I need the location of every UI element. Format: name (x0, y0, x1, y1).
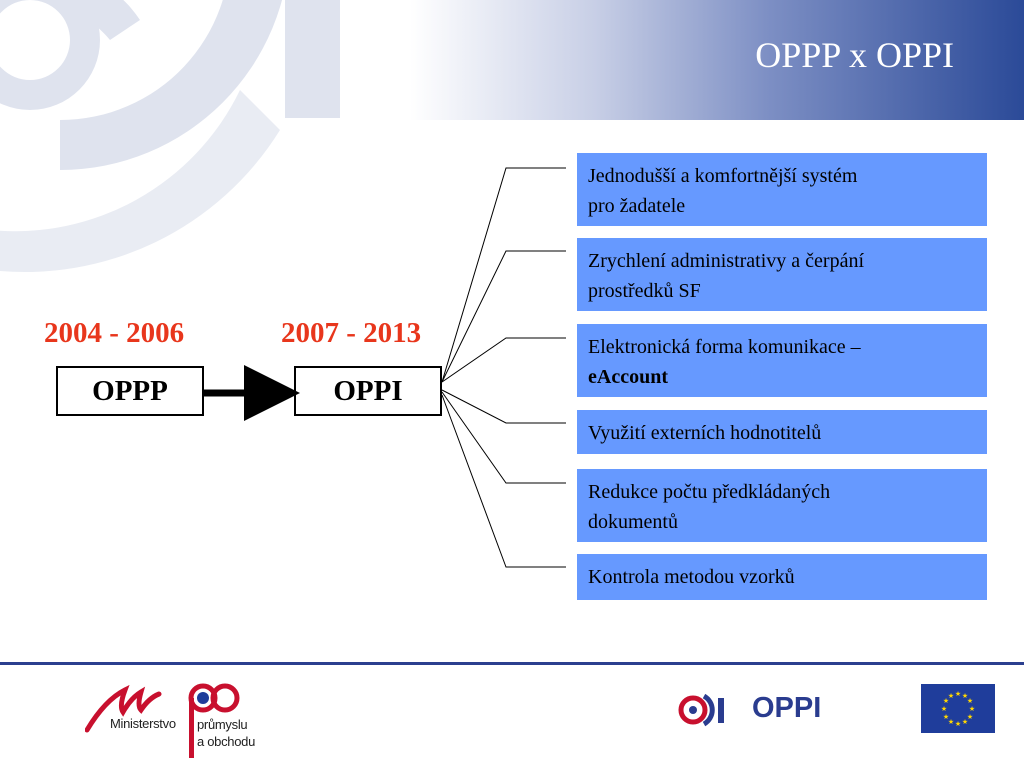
benefit-item (577, 554, 987, 600)
ministry-text: průmyslu (197, 717, 248, 732)
svg-text:★: ★ (947, 692, 955, 700)
benefit-text: Využití externích hodnotitelů (588, 422, 822, 444)
svg-text:★: ★ (961, 718, 969, 726)
eu-flag (921, 684, 995, 733)
svg-text:★: ★ (954, 720, 962, 728)
connector-5 (442, 392, 566, 483)
eu-stars-icon (921, 684, 995, 733)
oppi-logo-icon (678, 690, 748, 730)
benefit-item (577, 410, 987, 454)
svg-text:★: ★ (954, 690, 962, 698)
oppp-label: OPPP (92, 374, 168, 407)
svg-text:★: ★ (942, 713, 950, 721)
svg-text:★: ★ (947, 718, 955, 726)
benefit-item (577, 469, 987, 542)
period-right: 2007 - 2013 (281, 317, 422, 349)
benefit-text: dokumentů (588, 511, 678, 533)
benefit-text: Kontrola metodou vzorků (588, 566, 795, 588)
ministry-name-2 (197, 716, 277, 750)
ministry-text: a obchodu (197, 734, 256, 749)
ministry-name: Ministerstvo (110, 716, 176, 731)
svg-text:★: ★ (966, 697, 974, 705)
svg-text:★: ★ (966, 713, 974, 721)
svg-text:★: ★ (940, 705, 948, 713)
benefit-text: eAccount (588, 366, 668, 388)
oppi-logo-text: OPPI (752, 692, 822, 724)
benefit-item (577, 153, 987, 226)
footer-divider (0, 662, 1024, 665)
oppi-label: OPPI (333, 374, 403, 407)
slide-title: OPPP x OPPI (755, 35, 954, 75)
benefit-text: Zrychlení administrativy a čerpání (588, 250, 865, 272)
benefit-item (577, 238, 987, 311)
svg-text:★: ★ (961, 692, 969, 700)
svg-text:★: ★ (942, 697, 950, 705)
benefit-text: Elektronická forma komunikace – (588, 336, 861, 358)
svg-text:★: ★ (968, 705, 976, 713)
benefit-text: Redukce počtu předkládaných (588, 481, 831, 503)
benefit-text: prostředků SF (588, 280, 701, 302)
period-left: 2004 - 2006 (44, 317, 185, 349)
benefit-item (577, 324, 987, 397)
benefit-text: Jednodušší a komfortnější systém (588, 165, 858, 187)
connector-1 (442, 168, 566, 382)
benefit-text: pro žadatele (588, 195, 686, 217)
connector-2 (442, 251, 566, 382)
